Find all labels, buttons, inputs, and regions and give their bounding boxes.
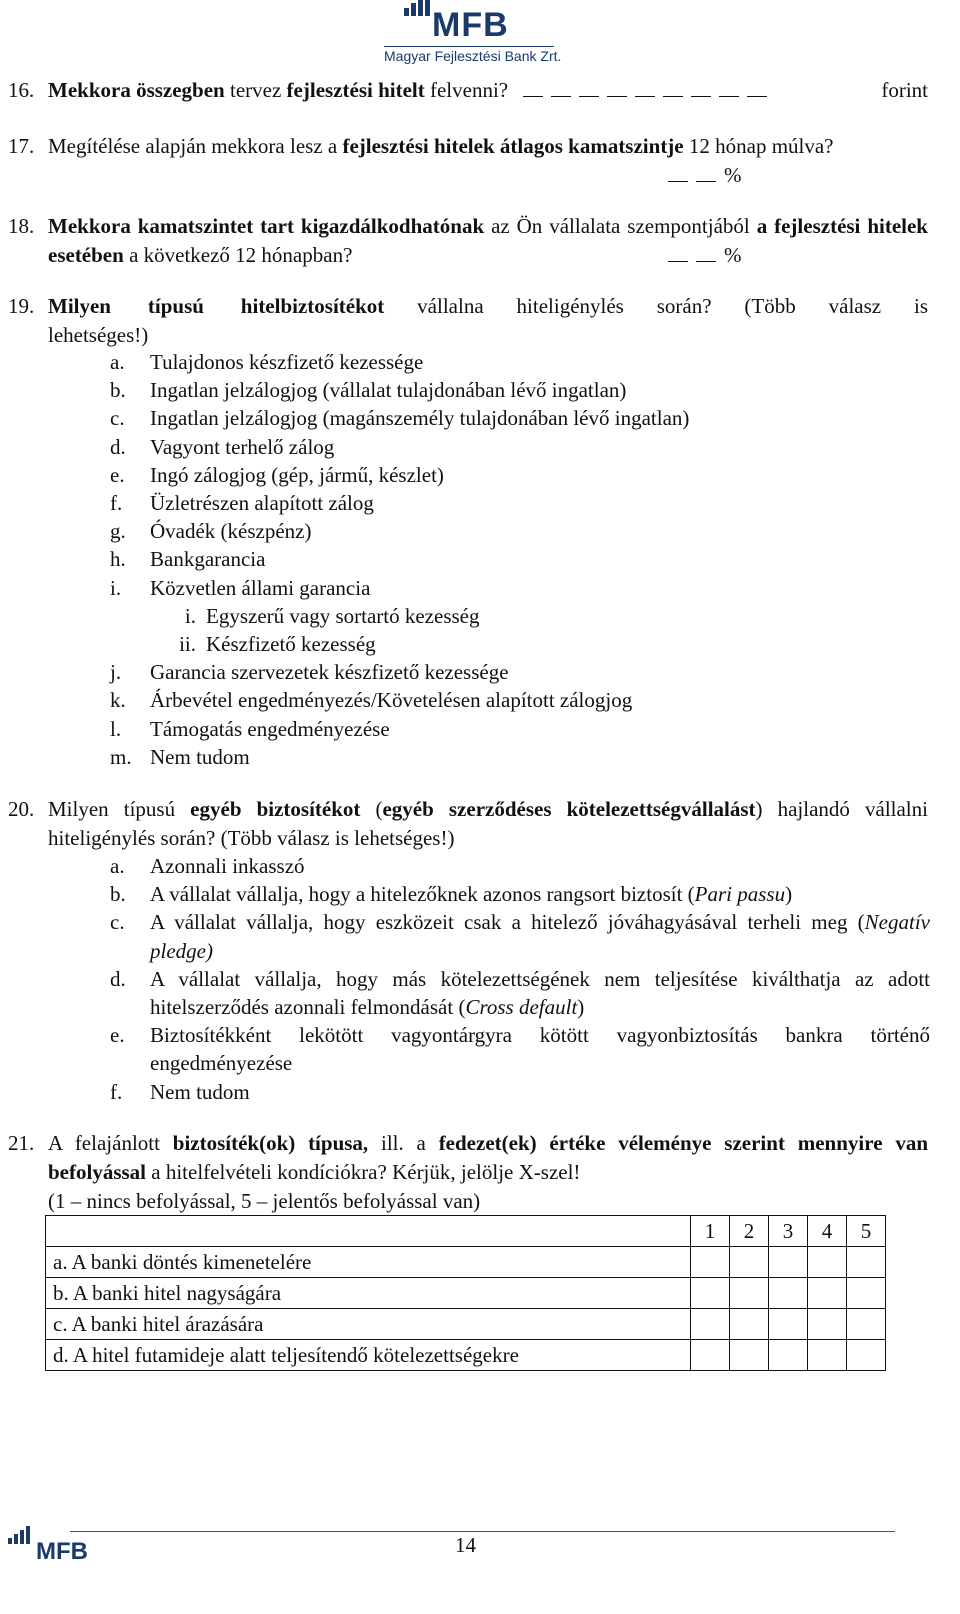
question-19 <box>8 292 928 350</box>
question-text: Megítélése alapján mekkora lesz a <box>48 134 343 158</box>
rating-cell[interactable] <box>691 1247 730 1278</box>
rating-cell[interactable] <box>691 1309 730 1340</box>
option-item[interactable]: i. Közvetlen állami garancia <box>110 575 371 600</box>
scale-note: (1 – nincs befolyással, 5 – jelentős befolyással van) <box>48 1189 481 1213</box>
table-header-blank <box>46 1216 691 1247</box>
page-number: 14 <box>455 1533 476 1557</box>
option-item[interactable]: g. Óvadék (készpénz) <box>110 519 312 544</box>
question-19-options <box>110 348 689 771</box>
question-number: 16. <box>8 78 35 102</box>
table-row <box>46 1278 886 1309</box>
question-text: vállalna hiteligénylés során? (Több válasz is lehetséges!) <box>48 294 928 347</box>
option-item[interactable]: e. Ingó zálogjog (gép, jármű, készlet) <box>110 462 444 487</box>
logo-subtitle: Magyar Fejlesztési Bank Zrt. <box>384 48 562 64</box>
unit-label: % <box>724 163 742 187</box>
question-text: a hitelfelvételi kondíciókra? Kérjük, jelölje X-szel! <box>146 1160 581 1184</box>
option-item[interactable]: h. Bankgarancia <box>110 547 266 572</box>
amount-answer-field[interactable] <box>523 78 775 102</box>
question-text-bold: egyéb szerződéses kötelezettségvállalást <box>382 797 756 821</box>
option-item[interactable]: f. Nem tudom <box>110 1079 250 1104</box>
option-item[interactable]: j. Garancia szervezetek készfizető kezessége <box>110 660 509 685</box>
question-text: A felajánlott <box>48 1131 173 1155</box>
question-text: ) hajlandó vállalni hiteligénylés során? (Több válasz is lehetséges!) <box>48 797 928 850</box>
option-item[interactable]: a. Azonnali inkasszó <box>110 854 305 878</box>
rating-cell[interactable] <box>730 1340 769 1371</box>
row-label: c. A banki hitel árazására <box>46 1309 691 1340</box>
question-text: felvenni? <box>424 78 509 102</box>
question-16 <box>8 76 928 105</box>
rating-cell[interactable] <box>808 1340 847 1371</box>
question-text-bold: biztosíték(ok) típusa, <box>172 1131 369 1155</box>
rating-cell[interactable] <box>808 1247 847 1278</box>
rating-cell[interactable] <box>769 1278 808 1309</box>
percent-answer-field[interactable] <box>668 241 742 270</box>
rating-cell[interactable] <box>808 1278 847 1309</box>
option-item[interactable]: b. Ingatlan jelzálogjog (vállalat tulajdonában lévő ingatlan) <box>110 378 627 403</box>
rating-cell[interactable] <box>769 1247 808 1278</box>
sub-option-item[interactable]: i. Egyszerű vagy sortartó kezesség <box>184 603 480 628</box>
question-text-bold: egyéb biztosítékot <box>190 797 361 821</box>
question-20-options <box>110 852 930 1106</box>
rating-cell[interactable] <box>847 1340 886 1371</box>
logo-text: MFB <box>432 6 509 44</box>
row-label: a. A banki döntés kimenetelére <box>46 1247 691 1278</box>
unit-label: % <box>724 243 742 267</box>
scale-header: 1 <box>691 1216 730 1247</box>
question-text-bold: fejlesztési hitelek átlagos kamatszintje <box>342 134 684 158</box>
rating-cell[interactable] <box>730 1309 769 1340</box>
option-item[interactable]: d. Vagyont terhelő zálog <box>110 434 335 459</box>
question-20 <box>8 795 928 853</box>
option-item[interactable]: d. A vállalat vállalja, hogy más kötelezettségének nem teljesítése kiválthatja az adott hitelszerződés azonnali felmondását (Cross default) <box>110 966 930 1020</box>
percent-answer-field[interactable] <box>668 161 742 190</box>
rating-cell[interactable] <box>769 1309 808 1340</box>
header-logo <box>384 6 562 66</box>
question-text-bold: Mekkora kamatszintet tart kigazdálkodhatónak <box>48 214 485 238</box>
question-text: ( <box>360 797 383 821</box>
unit-label: forint <box>881 78 928 102</box>
question-text: ill. a <box>368 1131 439 1155</box>
question-text-bold: a fejlesztési hitelek esetében <box>48 214 928 267</box>
question-text: Milyen típusú <box>48 797 191 821</box>
option-item[interactable]: b. A vállalat vállalja, hogy a hitelezőknek azonos rangsort biztosít (Pari passu) <box>110 882 793 907</box>
scale-header: 3 <box>769 1216 808 1247</box>
rating-cell[interactable] <box>847 1247 886 1278</box>
option-item[interactable]: m. Nem tudom <box>110 744 250 769</box>
question-text-bold: fedezet(ek) értéke véleménye szerint mennyire van befolyással <box>48 1131 928 1184</box>
question-number: 18. <box>8 214 35 238</box>
question-21 <box>8 1129 928 1216</box>
sub-option-item[interactable]: ii. Készfizető kezesség <box>179 632 376 657</box>
table-row <box>46 1340 886 1371</box>
question-text-bold: fejlesztési hitelt <box>286 78 425 102</box>
rating-cell[interactable] <box>847 1278 886 1309</box>
option-item[interactable]: c. Ingatlan jelzálogjog (magánszemély tulajdonában lévő ingatlan) <box>110 406 690 431</box>
scale-header: 4 <box>808 1216 847 1247</box>
option-item[interactable]: c. A vállalat vállalja, hogy eszközeit csak a hitelező jóváhagyásával terheli meg (Negatív pledge) <box>110 910 930 963</box>
question-17 <box>8 132 928 187</box>
scale-header: 5 <box>847 1216 886 1247</box>
question-text: 12 hónap múlva? <box>683 134 834 158</box>
question-text-bold: Milyen típusú hitelbiztosítékot <box>48 294 385 318</box>
rating-cell[interactable] <box>691 1340 730 1371</box>
option-item[interactable]: k. Árbevétel engedményezés/Követelésen alapított zálogjog <box>110 688 633 713</box>
question-text: a következő 12 hónapban? <box>123 243 353 267</box>
footer-divider <box>70 1531 895 1532</box>
question-number: 21. <box>8 1131 35 1155</box>
rating-table <box>45 1215 886 1371</box>
rating-cell[interactable] <box>691 1278 730 1309</box>
question-number: 17. <box>8 134 35 158</box>
question-18 <box>8 212 928 270</box>
footer-logo-text: MFB <box>36 1538 88 1565</box>
question-text-bold: Mekkora összegben <box>48 78 225 102</box>
table-row <box>46 1309 886 1340</box>
option-item[interactable]: e. Biztosítékként lekötött vagyontárgyra kötött vagyonbiztosítás bankra történő engedményezése <box>110 1023 930 1076</box>
question-number: 20. <box>8 797 35 821</box>
table-row <box>46 1247 886 1278</box>
option-item[interactable]: f. Üzletrészen alapított zálog <box>110 491 374 516</box>
rating-cell[interactable] <box>730 1247 769 1278</box>
option-item[interactable]: l. Támogatás engedményezése <box>110 716 390 741</box>
rating-cell[interactable] <box>808 1309 847 1340</box>
question-text: tervez <box>224 78 287 102</box>
option-item[interactable]: a. Tulajdonos készfizető kezessége <box>110 350 424 374</box>
question-number: 19. <box>8 294 35 318</box>
table-header-row <box>46 1216 886 1247</box>
rating-cell[interactable] <box>769 1340 808 1371</box>
rating-cell[interactable] <box>847 1309 886 1340</box>
row-label: b. A banki hitel nagyságára <box>46 1278 691 1309</box>
scale-header: 2 <box>730 1216 769 1247</box>
rating-cell[interactable] <box>730 1278 769 1309</box>
row-label: d. A hitel futamideje alatt teljesítendő kötelezettségekre <box>46 1340 691 1371</box>
question-text: az Ön vállalata szempontjából <box>484 214 757 238</box>
